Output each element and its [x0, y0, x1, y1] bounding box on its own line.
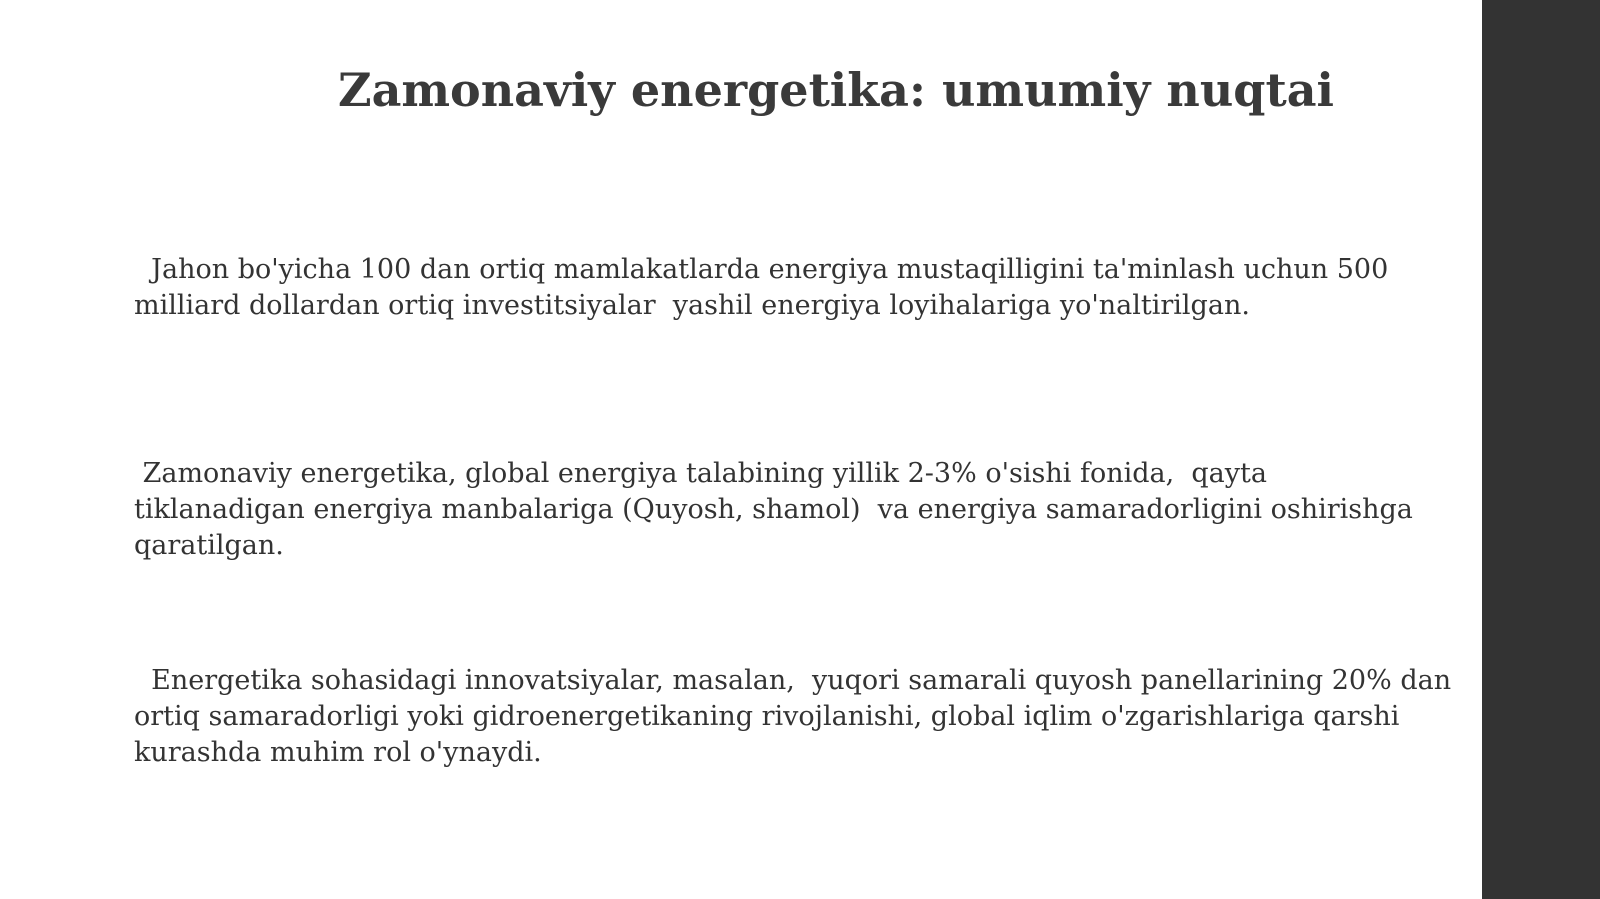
paragraph-1-line-1: Jahon bo'yicha 100 dan ortiq mamlakatlarda energiya mustaqilligini ta'minlash uchun 500: [134, 254, 1389, 285]
paragraph-3-line-1: Energetika sohasidagi innovatsiyalar, masalan, yuqori samarali quyosh panellarining 20% dan: [134, 665, 1452, 696]
paragraph-2-line-3: qaratilgan.: [134, 530, 284, 561]
paragraph-3: [134, 663, 1494, 771]
paragraph-1: [134, 252, 1494, 324]
paragraph-2-line-2: tiklanadigan energiya manbalariga (Quyosh, shamol) va energiya samaradorligini oshirishga: [134, 494, 1413, 525]
paragraph-2: [134, 456, 1494, 564]
paragraph-2-line-1: Zamonaviy energetika, global energiya talabining yillik 2-3% o'sishi fonida, qayta: [134, 458, 1267, 489]
paragraph-3-line-2: ortiq samaradorligi yoki gidroenergetikaning rivojlanishi, global iqlim o'zgarishlariga qarshi: [134, 701, 1400, 732]
paragraph-3-line-3: kurashda muhim rol o'ynaydi.: [134, 737, 542, 768]
paragraph-1-line-2: milliard dollardan ortiq investitsiyalar yashil energiya loyihalariga yo'naltirilgan.: [134, 290, 1250, 321]
slide-title: Zamonaviy energetika: umumiy nuqtai: [337, 63, 1334, 117]
side-bar: [1482, 0, 1600, 899]
